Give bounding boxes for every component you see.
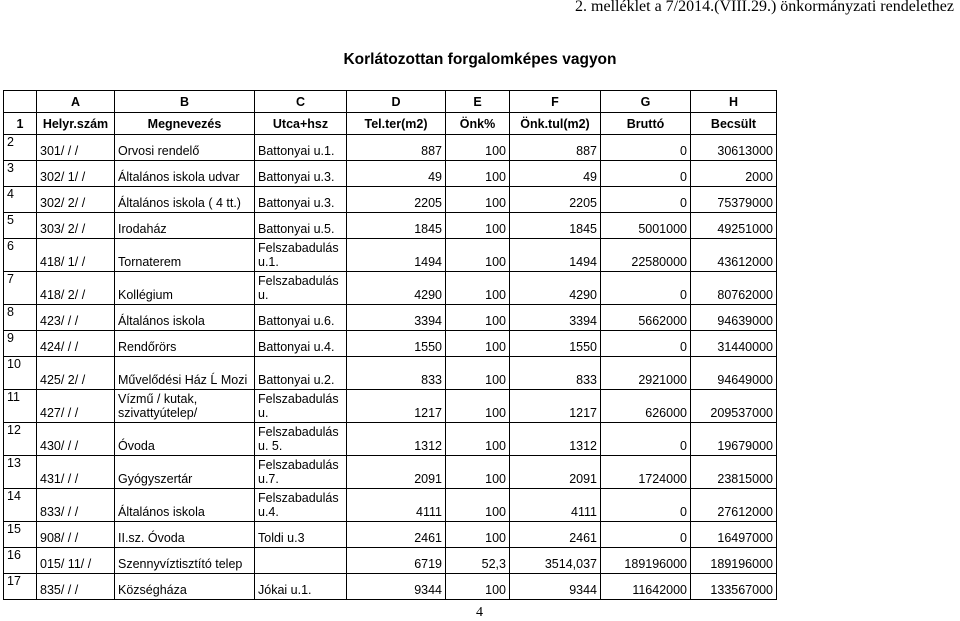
brutto-cell: 0 bbox=[601, 331, 691, 357]
table-row bbox=[4, 331, 777, 357]
estimated-value-cell: 30613000 bbox=[691, 135, 777, 161]
corner-cell bbox=[4, 91, 37, 113]
brutto-cell: 1724000 bbox=[601, 456, 691, 489]
brutto-cell: 626000 bbox=[601, 390, 691, 423]
row-number-cell: 4 bbox=[4, 187, 37, 213]
percent-cell: 100 bbox=[446, 390, 510, 423]
row-number-cell: 12 bbox=[4, 423, 37, 456]
percent-cell: 100 bbox=[446, 305, 510, 331]
annex-header: 2. melléklet a 7/2014.(VIII.29.) önkormányzati rendelethez bbox=[575, 0, 954, 15]
hrsz-cell: 302/ 2/ / bbox=[37, 187, 115, 213]
header-helyrajzi-szam: Helyr.szám bbox=[37, 113, 115, 135]
table-row bbox=[4, 135, 777, 161]
percent-cell: 52,3 bbox=[446, 548, 510, 574]
name-cell: Községháza bbox=[115, 574, 255, 600]
percent-cell: 100 bbox=[446, 187, 510, 213]
col-letter-h: H bbox=[691, 91, 777, 113]
name-cell: Orvosi rendelő bbox=[115, 135, 255, 161]
brutto-cell: 0 bbox=[601, 489, 691, 522]
brutto-cell: 22580000 bbox=[601, 239, 691, 272]
brutto-cell: 189196000 bbox=[601, 548, 691, 574]
address-cell: Toldi u.3 bbox=[255, 522, 347, 548]
percent-cell: 100 bbox=[446, 213, 510, 239]
brutto-cell: 0 bbox=[601, 423, 691, 456]
area-cell: 2461 bbox=[347, 522, 446, 548]
address-cell: Battonyai u.5. bbox=[255, 213, 347, 239]
brutto-cell: 11642000 bbox=[601, 574, 691, 600]
address-cell: Felszabadulás u.1. bbox=[255, 239, 347, 272]
address-cell: Battonyai u.4. bbox=[255, 331, 347, 357]
owned-area-cell: 4290 bbox=[510, 272, 601, 305]
brutto-cell: 0 bbox=[601, 135, 691, 161]
hrsz-cell: 418/ 1/ / bbox=[37, 239, 115, 272]
address-cell: Battonyai u.2. bbox=[255, 357, 347, 390]
owned-area-cell: 887 bbox=[510, 135, 601, 161]
row-number-cell: 13 bbox=[4, 456, 37, 489]
area-cell: 1494 bbox=[347, 239, 446, 272]
name-cell: Művelődési Ház Ĺ Mozi bbox=[115, 357, 255, 390]
row-number-cell: 6 bbox=[4, 239, 37, 272]
hrsz-cell: 302/ 1/ / bbox=[37, 161, 115, 187]
table-row bbox=[4, 489, 777, 522]
row-number-cell: 8 bbox=[4, 305, 37, 331]
estimated-value-cell: 75379000 bbox=[691, 187, 777, 213]
row-number-cell: 10 bbox=[4, 357, 37, 390]
row-number-cell: 9 bbox=[4, 331, 37, 357]
document-title: Korlátozottan forgalomképes vagyon bbox=[343, 51, 617, 68]
hrsz-cell: 424/ / / bbox=[37, 331, 115, 357]
percent-cell: 100 bbox=[446, 574, 510, 600]
name-cell: Általános iskola ( 4 tt.) bbox=[115, 187, 255, 213]
row-number-cell: 2 bbox=[4, 135, 37, 161]
owned-area-cell: 9344 bbox=[510, 574, 601, 600]
owned-area-cell: 1217 bbox=[510, 390, 601, 423]
header-megnevezes: Megnevezés bbox=[115, 113, 255, 135]
percent-cell: 100 bbox=[446, 272, 510, 305]
estimated-value-cell: 31440000 bbox=[691, 331, 777, 357]
name-cell: Vízmű / kutak, szivattyútelep/ bbox=[115, 390, 255, 423]
row-number-cell: 7 bbox=[4, 272, 37, 305]
brutto-cell: 0 bbox=[601, 522, 691, 548]
percent-cell: 100 bbox=[446, 489, 510, 522]
address-cell: Battonyai u.3. bbox=[255, 187, 347, 213]
percent-cell: 100 bbox=[446, 331, 510, 357]
address-cell bbox=[255, 548, 347, 574]
row-number-cell: 5 bbox=[4, 213, 37, 239]
percent-cell: 100 bbox=[446, 239, 510, 272]
address-cell: Battonyai u.6. bbox=[255, 305, 347, 331]
brutto-cell: 2921000 bbox=[601, 357, 691, 390]
percent-cell: 100 bbox=[446, 161, 510, 187]
name-cell: Általános iskola bbox=[115, 489, 255, 522]
name-cell: II.sz. Óvoda bbox=[115, 522, 255, 548]
name-cell: Gyógyszertár bbox=[115, 456, 255, 489]
estimated-value-cell: 94649000 bbox=[691, 357, 777, 390]
row-number-cell: 17 bbox=[4, 574, 37, 600]
col-letter-g: G bbox=[601, 91, 691, 113]
table-row bbox=[4, 213, 777, 239]
name-cell: Tornaterem bbox=[115, 239, 255, 272]
table-row bbox=[4, 548, 777, 574]
row-number-cell: 14 bbox=[4, 489, 37, 522]
table-row bbox=[4, 456, 777, 489]
estimated-value-cell: 19679000 bbox=[691, 423, 777, 456]
table-row bbox=[4, 574, 777, 600]
owned-area-cell: 3514,037 bbox=[510, 548, 601, 574]
owned-area-cell: 4111 bbox=[510, 489, 601, 522]
hrsz-cell: 303/ 2/ / bbox=[37, 213, 115, 239]
hrsz-cell: 418/ 2/ / bbox=[37, 272, 115, 305]
area-cell: 4290 bbox=[347, 272, 446, 305]
header-becsult: Becsült bbox=[691, 113, 777, 135]
owned-area-cell: 1312 bbox=[510, 423, 601, 456]
header-onk-szazalek: Önk% bbox=[446, 113, 510, 135]
address-cell: Battonyai u.3. bbox=[255, 161, 347, 187]
percent-cell: 100 bbox=[446, 423, 510, 456]
header-terulet: Tel.ter(m2) bbox=[347, 113, 446, 135]
owned-area-cell: 49 bbox=[510, 161, 601, 187]
name-cell: Szennyvíztisztító telep bbox=[115, 548, 255, 574]
area-cell: 4111 bbox=[347, 489, 446, 522]
estimated-value-cell: 209537000 bbox=[691, 390, 777, 423]
page-number: 4 bbox=[476, 605, 483, 620]
row-number-cell: 16 bbox=[4, 548, 37, 574]
table-row bbox=[4, 161, 777, 187]
table-row bbox=[4, 272, 777, 305]
col-letter-f: F bbox=[510, 91, 601, 113]
percent-cell: 100 bbox=[446, 522, 510, 548]
address-cell: Felszabadulás u.4. bbox=[255, 489, 347, 522]
address-cell: Felszabadulás u. bbox=[255, 390, 347, 423]
address-cell: Felszabadulás u.7. bbox=[255, 456, 347, 489]
table-row bbox=[4, 390, 777, 423]
area-cell: 887 bbox=[347, 135, 446, 161]
area-cell: 833 bbox=[347, 357, 446, 390]
brutto-cell: 5662000 bbox=[601, 305, 691, 331]
hrsz-cell: 427/ / / bbox=[37, 390, 115, 423]
estimated-value-cell: 16497000 bbox=[691, 522, 777, 548]
col-letter-a: A bbox=[37, 91, 115, 113]
hrsz-cell: 833/ / / bbox=[37, 489, 115, 522]
col-letter-e: E bbox=[446, 91, 510, 113]
address-cell: Felszabadulás u. bbox=[255, 272, 347, 305]
percent-cell: 100 bbox=[446, 456, 510, 489]
percent-cell: 100 bbox=[446, 135, 510, 161]
header-utca: Utca+hsz bbox=[255, 113, 347, 135]
area-cell: 2091 bbox=[347, 456, 446, 489]
hrsz-cell: 430/ / / bbox=[37, 423, 115, 456]
owned-area-cell: 3394 bbox=[510, 305, 601, 331]
table-row bbox=[4, 423, 777, 456]
area-cell: 1845 bbox=[347, 213, 446, 239]
owned-area-cell: 833 bbox=[510, 357, 601, 390]
area-cell: 6719 bbox=[347, 548, 446, 574]
estimated-value-cell: 2000 bbox=[691, 161, 777, 187]
estimated-value-cell: 43612000 bbox=[691, 239, 777, 272]
area-cell: 3394 bbox=[347, 305, 446, 331]
table-row bbox=[4, 187, 777, 213]
name-cell: Általános iskola bbox=[115, 305, 255, 331]
table-row bbox=[4, 522, 777, 548]
estimated-value-cell: 49251000 bbox=[691, 213, 777, 239]
name-cell: Kollégium bbox=[115, 272, 255, 305]
estimated-value-cell: 23815000 bbox=[691, 456, 777, 489]
hrsz-cell: 431/ / / bbox=[37, 456, 115, 489]
col-letter-d: D bbox=[347, 91, 446, 113]
owned-area-cell: 1550 bbox=[510, 331, 601, 357]
area-cell: 1217 bbox=[347, 390, 446, 423]
hrsz-cell: 908/ / / bbox=[37, 522, 115, 548]
area-cell: 9344 bbox=[347, 574, 446, 600]
owned-area-cell: 1494 bbox=[510, 239, 601, 272]
col-letter-c: C bbox=[255, 91, 347, 113]
owned-area-cell: 2205 bbox=[510, 187, 601, 213]
address-cell: Jókai u.1. bbox=[255, 574, 347, 600]
row-number-cell: 3 bbox=[4, 161, 37, 187]
estimated-value-cell: 94639000 bbox=[691, 305, 777, 331]
table-row bbox=[4, 239, 777, 272]
estimated-value-cell: 189196000 bbox=[691, 548, 777, 574]
header-brutto: Bruttó bbox=[601, 113, 691, 135]
owned-area-cell: 2461 bbox=[510, 522, 601, 548]
area-cell: 2205 bbox=[347, 187, 446, 213]
area-cell: 49 bbox=[347, 161, 446, 187]
owned-area-cell: 2091 bbox=[510, 456, 601, 489]
brutto-cell: 0 bbox=[601, 272, 691, 305]
owned-area-cell: 1845 bbox=[510, 213, 601, 239]
hrsz-cell: 301/ / / bbox=[37, 135, 115, 161]
table-row bbox=[4, 305, 777, 331]
percent-cell: 100 bbox=[446, 357, 510, 390]
address-cell: Felszabadulás u. 5. bbox=[255, 423, 347, 456]
name-cell: Irodaház bbox=[115, 213, 255, 239]
row-number-cell: 15 bbox=[4, 522, 37, 548]
column-letter-row bbox=[4, 91, 777, 113]
brutto-cell: 0 bbox=[601, 161, 691, 187]
estimated-value-cell: 133567000 bbox=[691, 574, 777, 600]
estimated-value-cell: 27612000 bbox=[691, 489, 777, 522]
brutto-cell: 0 bbox=[601, 187, 691, 213]
area-cell: 1312 bbox=[347, 423, 446, 456]
table-row bbox=[4, 357, 777, 390]
area-cell: 1550 bbox=[347, 331, 446, 357]
name-cell: Általános iskola udvar bbox=[115, 161, 255, 187]
header-row bbox=[4, 113, 777, 135]
brutto-cell: 5001000 bbox=[601, 213, 691, 239]
row-number-cell: 11 bbox=[4, 390, 37, 423]
header-row-number: 1 bbox=[4, 113, 37, 135]
estimated-value-cell: 80762000 bbox=[691, 272, 777, 305]
hrsz-cell: 423/ / / bbox=[37, 305, 115, 331]
col-letter-b: B bbox=[115, 91, 255, 113]
hrsz-cell: 015/ 11/ / bbox=[37, 548, 115, 574]
address-cell: Battonyai u.1. bbox=[255, 135, 347, 161]
name-cell: Rendőrörs bbox=[115, 331, 255, 357]
hrsz-cell: 425/ 2/ / bbox=[37, 357, 115, 390]
name-cell: Óvoda bbox=[115, 423, 255, 456]
header-onk-tulajdon: Önk.tul(m2) bbox=[510, 113, 601, 135]
hrsz-cell: 835/ / / bbox=[37, 574, 115, 600]
property-table bbox=[3, 90, 777, 600]
